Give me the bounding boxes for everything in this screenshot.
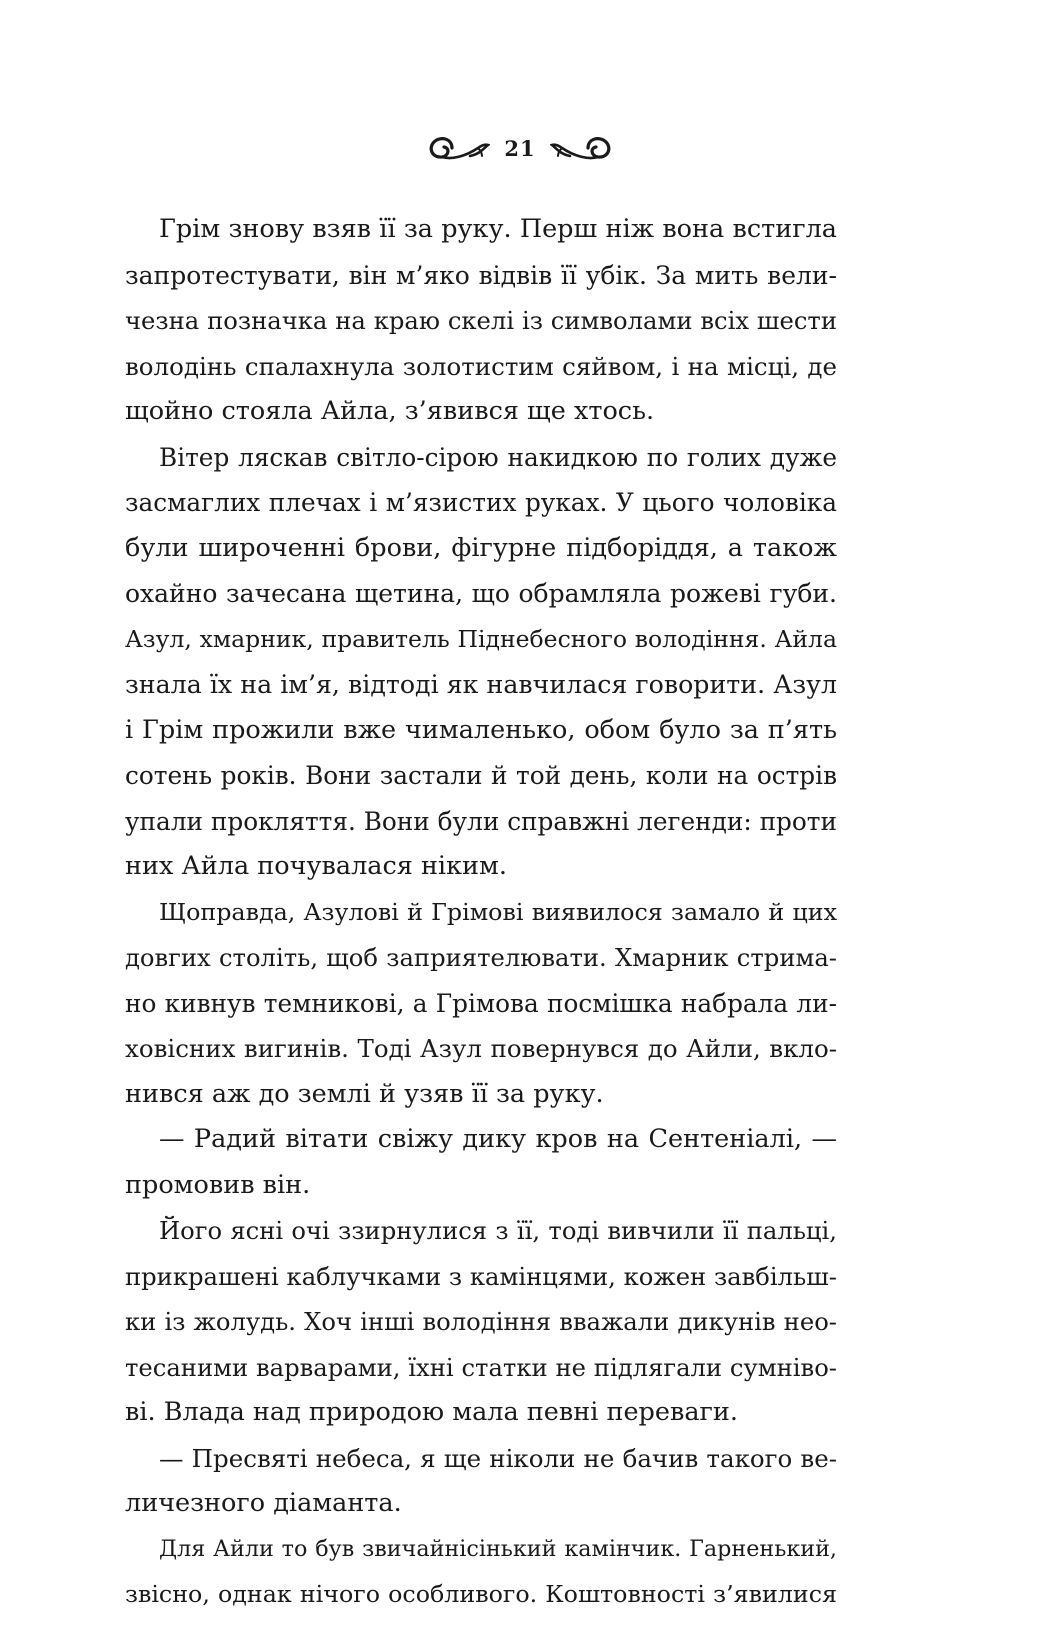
text-line: сотень років. Вони застали й той день, коли на острів [125,761,837,790]
text-line: знала їх на ім’я, відтоді як навчилася говорити. Азул [125,670,837,699]
text-line: них Айла почувалася ніким. [125,851,507,881]
text-line: Щоправда, Азулові й Грімові виявилося замало й цих [159,897,837,926]
text-line: довгих століть, щоб заприятелювати. Хмарник стрима- [125,943,837,972]
text-line: прикрашені каблучками з камінцями, кожен завбільш- [125,1261,837,1291]
text-line: промовив він. [125,1169,311,1200]
text-line: засмаглих плечах і м’язистих руках. У цього чоловіка [125,488,837,517]
text-line: ки із жолудь. Хоч інші володіння вважали дикунів нео- [125,1307,837,1336]
text-line: Його ясні очі ззирнулися з її, тоді вивчили її пальці, [159,1216,837,1245]
text-line: щойно стояла Айла, з’явився ще хтось. [125,396,655,426]
text-line: нився аж до землі й узяв її за руку. [125,1078,604,1109]
text-line: Азул, хмарник, правитель Піднебесного володіння. Айла [125,624,837,653]
text-line: і Грім прожили вже чималенько, обом було за п’ять [125,714,837,745]
text-line: Вітер ляскав світло-сірою накидкою по голих дуже [159,442,837,472]
page-number: 21 [504,135,536,161]
text-line: — Пресвяті небеса, я ще ніколи не бачив такого ве- [159,1443,837,1473]
text-line: личезного діаманта. [125,1488,402,1518]
text-line: володінь спалахнула золотистим сяйвом, і на місці, де [125,351,837,381]
text-line: но кивнув темникові, а Грімова посмішка набрала ли- [125,988,837,1018]
text-line: були широченні брови, фігурне підборіддя, а також [125,532,837,563]
page-header [0,126,1040,170]
body-text [125,207,837,1618]
text-line: — Радий вітати свіжу дику кров на Сентеніалі, — [159,1124,837,1154]
text-line: тесаними варварами, їхні статки не підлягали сумніво- [125,1352,837,1382]
text-line: упали прокляття. Вони були справжні легенди: проти [125,806,837,836]
text-line: Для Айли то був звичайнісінький камінчик. Гарненький, [159,1535,837,1562]
text-line: Грім знову взяв її за руку. Перш ніж вона встигла [159,214,837,244]
text-line: ховісних вигинів. Тоді Азул повернувся до Айли, вкло- [125,1034,837,1063]
text-line: запротестувати, він м’яко відвів її убік. За мить вели- [125,260,837,290]
text-line: чезна позначка на краю скелі із символами всіх шести [125,306,837,335]
flourish-right-icon [550,128,618,168]
text-line: звісно, однак нічого особливого. Коштовності з’явилися [125,1580,837,1608]
text-line: охайно зачесана щетина, що обрамляла рожеві губи. [125,579,837,608]
flourish-left-icon [422,128,490,168]
text-line: ві. Влада над природою мала певні переваги. [125,1397,738,1427]
